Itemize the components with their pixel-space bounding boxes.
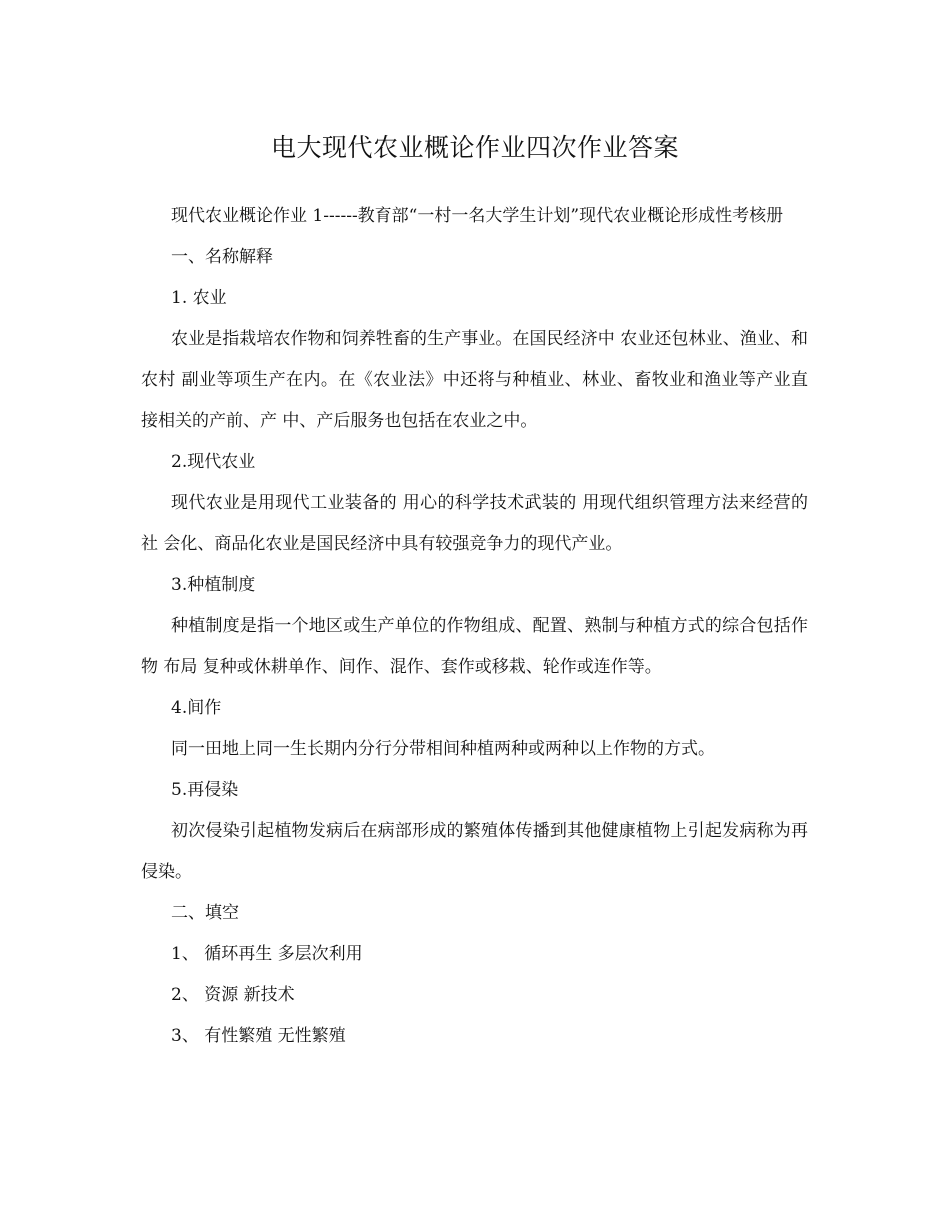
section-heading-fill-blanks: 二、填空: [171, 903, 239, 923]
definition-modern-agriculture: 现代农业是用现代工业装备的 用心的科学技术武装的 用现代组织管理方法来经营的社 会化、商品化农业是国民经济中具有较强竞争力的现代产业。: [141, 493, 808, 554]
term-heading-cropping-system: 3.种植制度: [171, 575, 256, 595]
document-body: [141, 196, 808, 1057]
definition-agriculture: 农业是指栽培农作物和饲养牲畜的生产事业。在国民经济中 农业还包林业、渔业、和农村 副业等项生产在内。在《农业法》中还将与种植业、林业、畜牧业和渔业等产业直接相关的产前、产 中、产后服务也包括在农业之中。: [141, 329, 808, 431]
fill-answer-2: 2、 资源 新技术: [171, 985, 295, 1005]
paragraph-intro: 现代农业概论作业 1------教育部“一村一名大学生计划”现代农业概论形成性考核册: [171, 206, 784, 226]
fill-answer-1: 1、 循环再生 多层次利用: [171, 944, 363, 964]
term-heading-reinfection: 5.再侵染: [171, 780, 239, 800]
term-heading-agriculture: 1. 农业: [171, 288, 227, 308]
term-heading-modern-agriculture: 2.现代农业: [171, 452, 256, 472]
fill-answer-3: 3、 有性繁殖 无性繁殖: [171, 1026, 346, 1046]
definition-cropping-system: 种植制度是指一个地区或生产单位的作物组成、配置、熟制与种植方式的综合包括作物 布局 复种或休耕单作、间作、混作、套作或移栽、轮作或连作等。: [141, 616, 808, 677]
definition-intercropping: 同一田地上同一生长期内分行分带相间种植两种或两种以上作物的方式。: [171, 739, 715, 759]
section-heading-definitions: 一、名称解释: [171, 247, 273, 267]
term-heading-intercropping: 4.间作: [171, 698, 222, 718]
definition-reinfection: 初次侵染引起植物发病后在病部形成的繁殖体传播到其他健康植物上引起发病称为再侵染。: [141, 821, 808, 882]
document-title: 电大现代农业概论作业四次作业答案: [270, 133, 679, 162]
